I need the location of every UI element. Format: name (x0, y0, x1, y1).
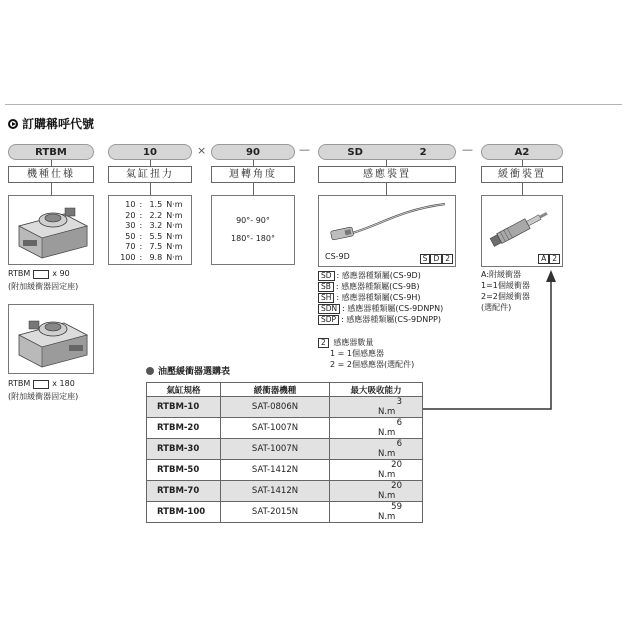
sensor-type-desc: 感應器種類屬(CS-9DNPN) (347, 304, 444, 313)
connector (522, 183, 523, 195)
code-sensor-type: SD (347, 147, 363, 158)
capacity-value: 20 (391, 481, 402, 491)
cell-capacity (330, 460, 423, 481)
sensor-type-code: SH (318, 293, 334, 303)
top-divider (5, 104, 622, 105)
buffer-note-1: A:附緩衝器 (481, 270, 522, 279)
torque-value: 3.2 (149, 221, 163, 230)
sensor-type-desc: 感應器種類屬(CS-9H) (341, 293, 421, 302)
play-circle-icon (8, 119, 18, 129)
code-box: S (420, 254, 431, 264)
variant-note: (附加緩衝器固定座) (8, 282, 79, 291)
variant-prefix: RTBM (8, 379, 31, 388)
capacity-value: 6 (396, 418, 402, 428)
torque-value: 1.5 (149, 200, 163, 209)
connector (150, 183, 151, 195)
cell-buffer-model: SAT-1007N (221, 418, 330, 439)
torque-size: 70 (125, 242, 136, 251)
sensor-type-code: SDP (318, 315, 339, 325)
torque-item (109, 253, 191, 264)
cell-model: RTBM-100 (147, 502, 221, 523)
label-angle: 迴轉角度 (211, 166, 295, 183)
variant-suffix: x 180 (52, 379, 75, 388)
colon: : (335, 282, 342, 291)
cell-capacity (330, 502, 423, 523)
code-buffer: A2 (481, 144, 563, 160)
cell-model: RTBM-50 (147, 460, 221, 481)
table-header-row (147, 383, 423, 397)
blank-box (33, 380, 49, 389)
torque-value: 9.8 (149, 252, 163, 262)
sensor-qty-title (318, 338, 373, 348)
variant-suffix: x 90 (52, 269, 70, 278)
qty-option-2: 2 = 2個感應器(選配件) (330, 360, 415, 369)
code-box: 2 (549, 254, 560, 264)
variant-prefix: RTBM (8, 269, 31, 278)
header-cell: 緩衝器機種 (221, 383, 330, 397)
torque-list (108, 195, 192, 265)
torque-item (109, 242, 191, 253)
capacity-value: 20 (391, 460, 402, 470)
torque-size: 50 (125, 231, 136, 241)
buffer-image (481, 195, 563, 267)
table-title-text: 油壓緩衝器選購表 (158, 367, 231, 377)
capacity-unit: N.m (378, 512, 396, 522)
connector (386, 183, 387, 195)
model-variant-90 (8, 269, 70, 279)
separator-dash-2: — (462, 143, 473, 156)
cell-model: RTBM-10 (147, 397, 221, 418)
table-row (147, 418, 423, 439)
sensor-type-desc: 感應器種類屬(CS-9B) (341, 282, 420, 291)
connector (253, 183, 254, 195)
sensor-code-boxes (420, 254, 453, 264)
model-variant-180 (8, 379, 75, 389)
torque-unit: N·m (166, 210, 183, 220)
header-cell: 氣缸規格 (147, 383, 221, 397)
cell-model: RTBM-20 (147, 418, 221, 439)
torque-item (109, 200, 191, 211)
torque-sep: : (139, 200, 143, 209)
sensor-image (318, 195, 456, 267)
sensor-type-code: SDN (318, 304, 340, 314)
code-torque: 10 (108, 144, 192, 160)
torque-unit: N·m (166, 242, 183, 251)
capacity-unit: N.m (378, 470, 396, 480)
code-sensor (318, 144, 456, 160)
buffer-note-2: 1=1個緩衝器 (481, 281, 530, 290)
buffer-note-4: (選配件) (481, 303, 512, 312)
code-sensor-qty: 2 (419, 147, 427, 158)
torque-unit: N·m (166, 200, 183, 209)
colon: : (336, 293, 342, 302)
actuator-image-90 (8, 195, 94, 265)
torque-item (109, 211, 191, 222)
torque-value: 5.5 (149, 231, 163, 241)
code-box: 2 (442, 254, 453, 264)
separator-dash-1: — (299, 143, 310, 156)
cell-capacity (330, 481, 423, 502)
angle-180: 180°- 180° (231, 234, 275, 243)
label-model: 機種仕様 (8, 166, 94, 183)
cell-capacity (330, 397, 423, 418)
bullet-icon (146, 367, 154, 375)
buffer-note-3: 2=2個緩衝器 (481, 292, 530, 301)
torque-sep: : (139, 210, 143, 220)
torque-unit: N·m (166, 231, 183, 241)
capacity-unit: N.m (378, 449, 396, 459)
sensor-type-desc: 感應器種類屬(CS-9DNPP) (346, 315, 441, 324)
angle-options (211, 195, 295, 265)
sensor-type-code: SD (318, 271, 335, 281)
colon: : (342, 304, 348, 313)
connector (51, 183, 52, 195)
torque-unit: N·m (166, 252, 183, 262)
table-row (147, 460, 423, 481)
label-torque: 氣缸扭力 (108, 166, 192, 183)
connector-arrow (420, 266, 560, 416)
buffer-selection-table (146, 382, 423, 523)
buffer-code-boxes (538, 254, 560, 264)
code-angle: 90 (211, 144, 295, 160)
table-row (147, 502, 423, 523)
torque-size: 30 (125, 221, 136, 230)
label-buffer: 緩衝裝置 (481, 166, 563, 183)
sensor-type-desc: 感應器種類屬(CS-9D) (341, 271, 421, 280)
capacity-value: 3 (396, 397, 402, 407)
label-sensor: 感應裝置 (318, 166, 456, 183)
header-cell: 最大吸收能力 (330, 383, 423, 397)
torque-sep: : (139, 231, 143, 241)
code-model: RTBM (8, 144, 94, 160)
torque-item (109, 221, 191, 232)
section-heading (8, 115, 94, 132)
cell-buffer-model: SAT-2015N (221, 502, 330, 523)
table-row (147, 397, 423, 418)
sensor-type-code: SB (318, 282, 334, 292)
torque-size: 20 (125, 210, 136, 220)
torque-size: 100 (120, 252, 136, 262)
blank-box (33, 270, 49, 279)
torque-item (109, 232, 191, 243)
cell-buffer-model: SAT-0806N (221, 397, 330, 418)
code-box: A (538, 254, 549, 264)
code-box: D (430, 254, 442, 264)
separator-x: × (197, 144, 207, 157)
cell-buffer-model: SAT-1007N (221, 439, 330, 460)
table-title (146, 364, 230, 377)
capacity-unit: N.m (378, 428, 396, 438)
torque-value: 7.5 (149, 242, 163, 251)
cell-model: RTBM-30 (147, 439, 221, 460)
table-row (147, 439, 423, 460)
cell-capacity (330, 439, 423, 460)
torque-sep: : (139, 242, 143, 251)
torque-sep: : (139, 252, 143, 262)
qty-title-text: 感應器數量 (333, 338, 374, 347)
cell-model: RTBM-70 (147, 481, 221, 502)
torque-size: 10 (125, 200, 136, 209)
capacity-value: 6 (396, 439, 402, 449)
actuator-image-180 (8, 304, 94, 374)
arrow-head-icon (546, 270, 556, 282)
capacity-unit: N.m (378, 491, 396, 501)
sensor-caption: CS-9D (325, 252, 350, 261)
torque-value: 2.2 (149, 210, 163, 220)
torque-unit: N·m (166, 221, 183, 230)
capacity-unit: N.m (378, 407, 396, 417)
qty-code-box: 2 (318, 338, 329, 348)
cell-capacity (330, 418, 423, 439)
qty-option-1: 1 = 1個感應器 (330, 349, 384, 358)
heading-text: 訂購稱呼代號 (22, 117, 95, 131)
colon: : (336, 271, 342, 280)
cell-buffer-model: SAT-1412N (221, 460, 330, 481)
colon: : (341, 315, 347, 324)
variant-note: (附加緩衝器固定座) (8, 392, 79, 401)
capacity-value: 59 (391, 502, 402, 512)
torque-sep: : (139, 221, 143, 230)
angle-90: 90°- 90° (236, 216, 270, 225)
cell-buffer-model: SAT-1412N (221, 481, 330, 502)
table-row (147, 481, 423, 502)
